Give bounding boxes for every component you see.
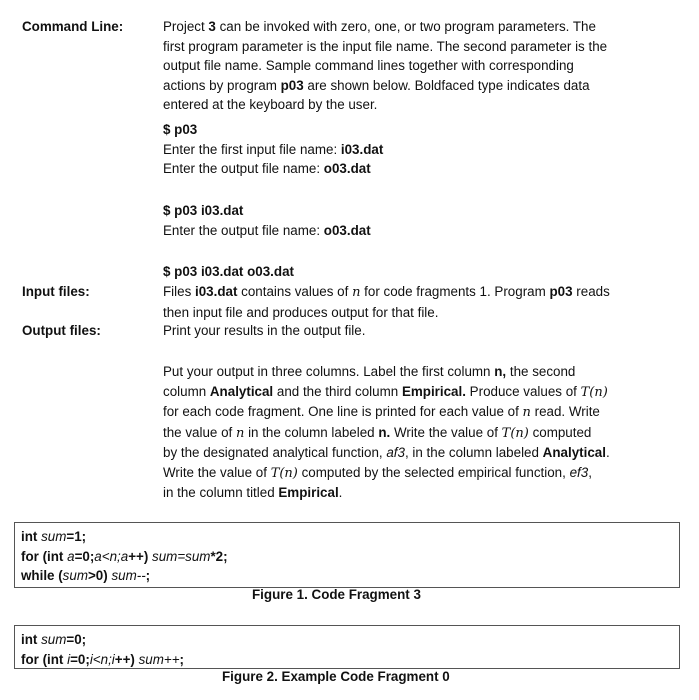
output-format-paragraph: Put your output in three columns. Label the first column n, the second column Analytical and the third column Empirical. Produce values of T(n) for each code fragment. One line is printed for each value of n read. Write the value of n in the column labeled n. Write the value of T(n) computed by the designated analytical function, af3, in the column labeled Analytical. Write the value of T(n) computed by the selected empirical function, ef3, in the column titled Empirical. — [163, 364, 610, 500]
output-files-description: Print your results in the output file. — [163, 323, 366, 338]
command-example-2: $ p03 i03.dat — [163, 203, 244, 218]
command-example-3: $ p03 i03.dat o03.dat — [163, 264, 294, 279]
command-line-label: Command Line: — [22, 19, 124, 34]
code-fragment-3-box — [14, 522, 680, 588]
code-line: for (int i=0;i<n;i++) sum++; — [21, 651, 184, 667]
code-line: int sum=0; — [21, 632, 87, 647]
input-files-description: Files i03.dat contains values of n for code fragments 1. Program p03 reads then input file and produces output for that file. — [163, 284, 610, 320]
code-fragment-0-box — [14, 625, 680, 669]
intro-paragraph: Project 3 can be invoked with zero, one, or two program parameters. The first program parameter is the input file name. The second parameter is the output file name. Sample command lines together with corresponding actions by program p03 are shown below. Boldfaced type indicates data entered at the keyboard by the user. — [163, 19, 608, 112]
command-example-1: $ p03 — [163, 122, 198, 137]
example-session-3 — [163, 262, 663, 282]
example-session-2: $ p03 i03.dat Enter the output file name: o03.dat — [163, 203, 371, 238]
code-line: int sum=1; — [21, 529, 87, 544]
example-session-1: $ p03 Enter the first input file name: i03.dat Enter the output file name: o03.dat — [163, 122, 384, 176]
output-files-label: Output files: — [22, 323, 101, 338]
code-line: for (int a=0;a<n;a++) sum=sum*2; — [21, 548, 228, 564]
figure-1-caption: Figure 1. Code Fragment 3 — [252, 587, 421, 602]
input-files-label: Input files: — [22, 284, 90, 299]
code-line: while (sum>0) sum--; — [21, 568, 151, 583]
figure-2-caption: Figure 2. Example Code Fragment 0 — [222, 669, 450, 684]
